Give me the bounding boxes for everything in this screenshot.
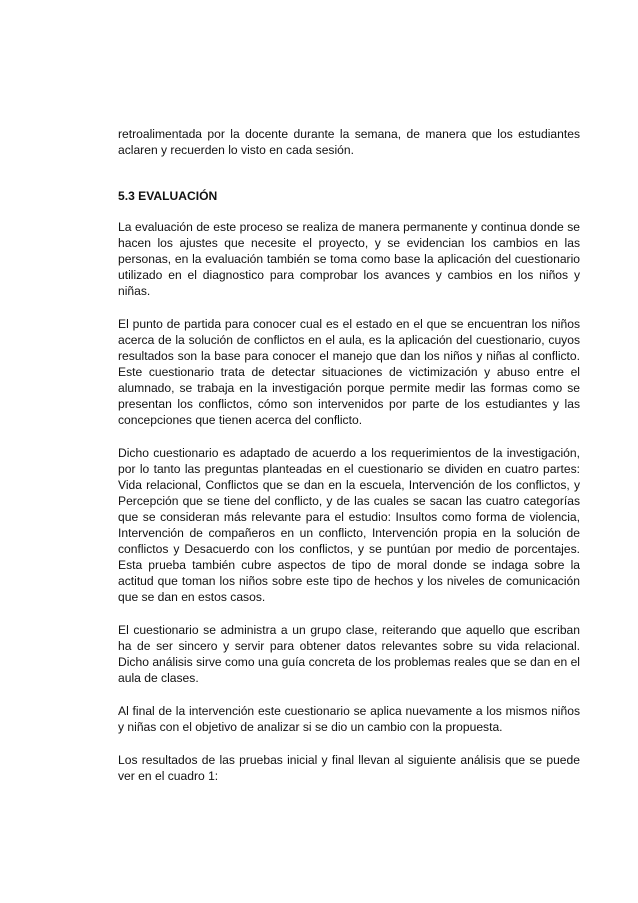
paragraph-final-application: Al final de la intervención este cuestionario se aplica nuevamente a los mismos niños y niñas con el objetivo de analizar si se dio un cambio con la propuesta. — [118, 704, 580, 734]
paragraph-starting-point: El punto de partida para conocer cual es el estado en el que se encuentran los niños acerca de la solución de conflictos en el aula, es la aplicación del cuestionario, cuyos resultados son la base para conocer el manejo que dan los niños y niñas al conflicto. Este cuestionario trata de detectar situaciones de victimización y abuso entre el alumnado, se trabaja en la investigación porque permite medir las formas como se presentan los conflictos, cómo son intervenidos por parte de los estudiantes y las concepciones que tienen acerca del conflicto. — [118, 317, 580, 427]
paragraph-questionnaire: Dicho cuestionario es adaptado de acuerdo a los requerimientos de la investigación, por lo tanto las preguntas planteadas en el cuestionario se dividen en cuatro partes: Vida relacional, Conflictos que se dan en la escuela, Intervención de los conflictos, y Percepción que se tiene del conflicto, y de las cuales se sacan las cuatro categorías que se consideran más relevante para el estudio: Insultos como forma de violencia, Intervención de compañeros en un conflicto, Intervención propia en la solución de conflictos y Desacuerdo con los conflictos, y se puntúan por medio de porcentajes. Esta prueba también cubre aspectos de tipo de moral donde se indaga sobre la actitud que toman los niños sobre este tipo de hechos y los niveles de comunicación que se dan en estos casos. — [118, 446, 580, 604]
paragraph-intro: retroalimentada por la docente durante la semana, de manera que los estudiantes aclaren y recuerden lo visto en cada sesión. — [118, 127, 580, 157]
paragraph-evaluation: La evaluación de este proceso se realiza de manera permanente y continua donde se hacen los ajustes que necesite el proyecto, y se evidencian los cambios en las personas, en la evaluación también se toma como base la aplicación del cuestionario utilizado en el diagnostico para comprobar los avances y cambios en los niños y niñas. — [118, 220, 580, 298]
paragraph-administration: El cuestionario se administra a un grupo clase, reiterando que aquello que escriban ha de ser sincero y servir para obtener datos relevantes sobre su vida relacional. Dicho análisis sirve como una guía concreta de los problemas reales que se dan en el aula de clases. — [118, 623, 580, 685]
paragraph-results: Los resultados de las pruebas inicial y final llevan al siguiente análisis que se puede ver en el cuadro 1: — [118, 753, 580, 783]
section-heading: 5.3 EVALUACIÓN — [118, 189, 218, 203]
document-page — [118, 126, 580, 801]
